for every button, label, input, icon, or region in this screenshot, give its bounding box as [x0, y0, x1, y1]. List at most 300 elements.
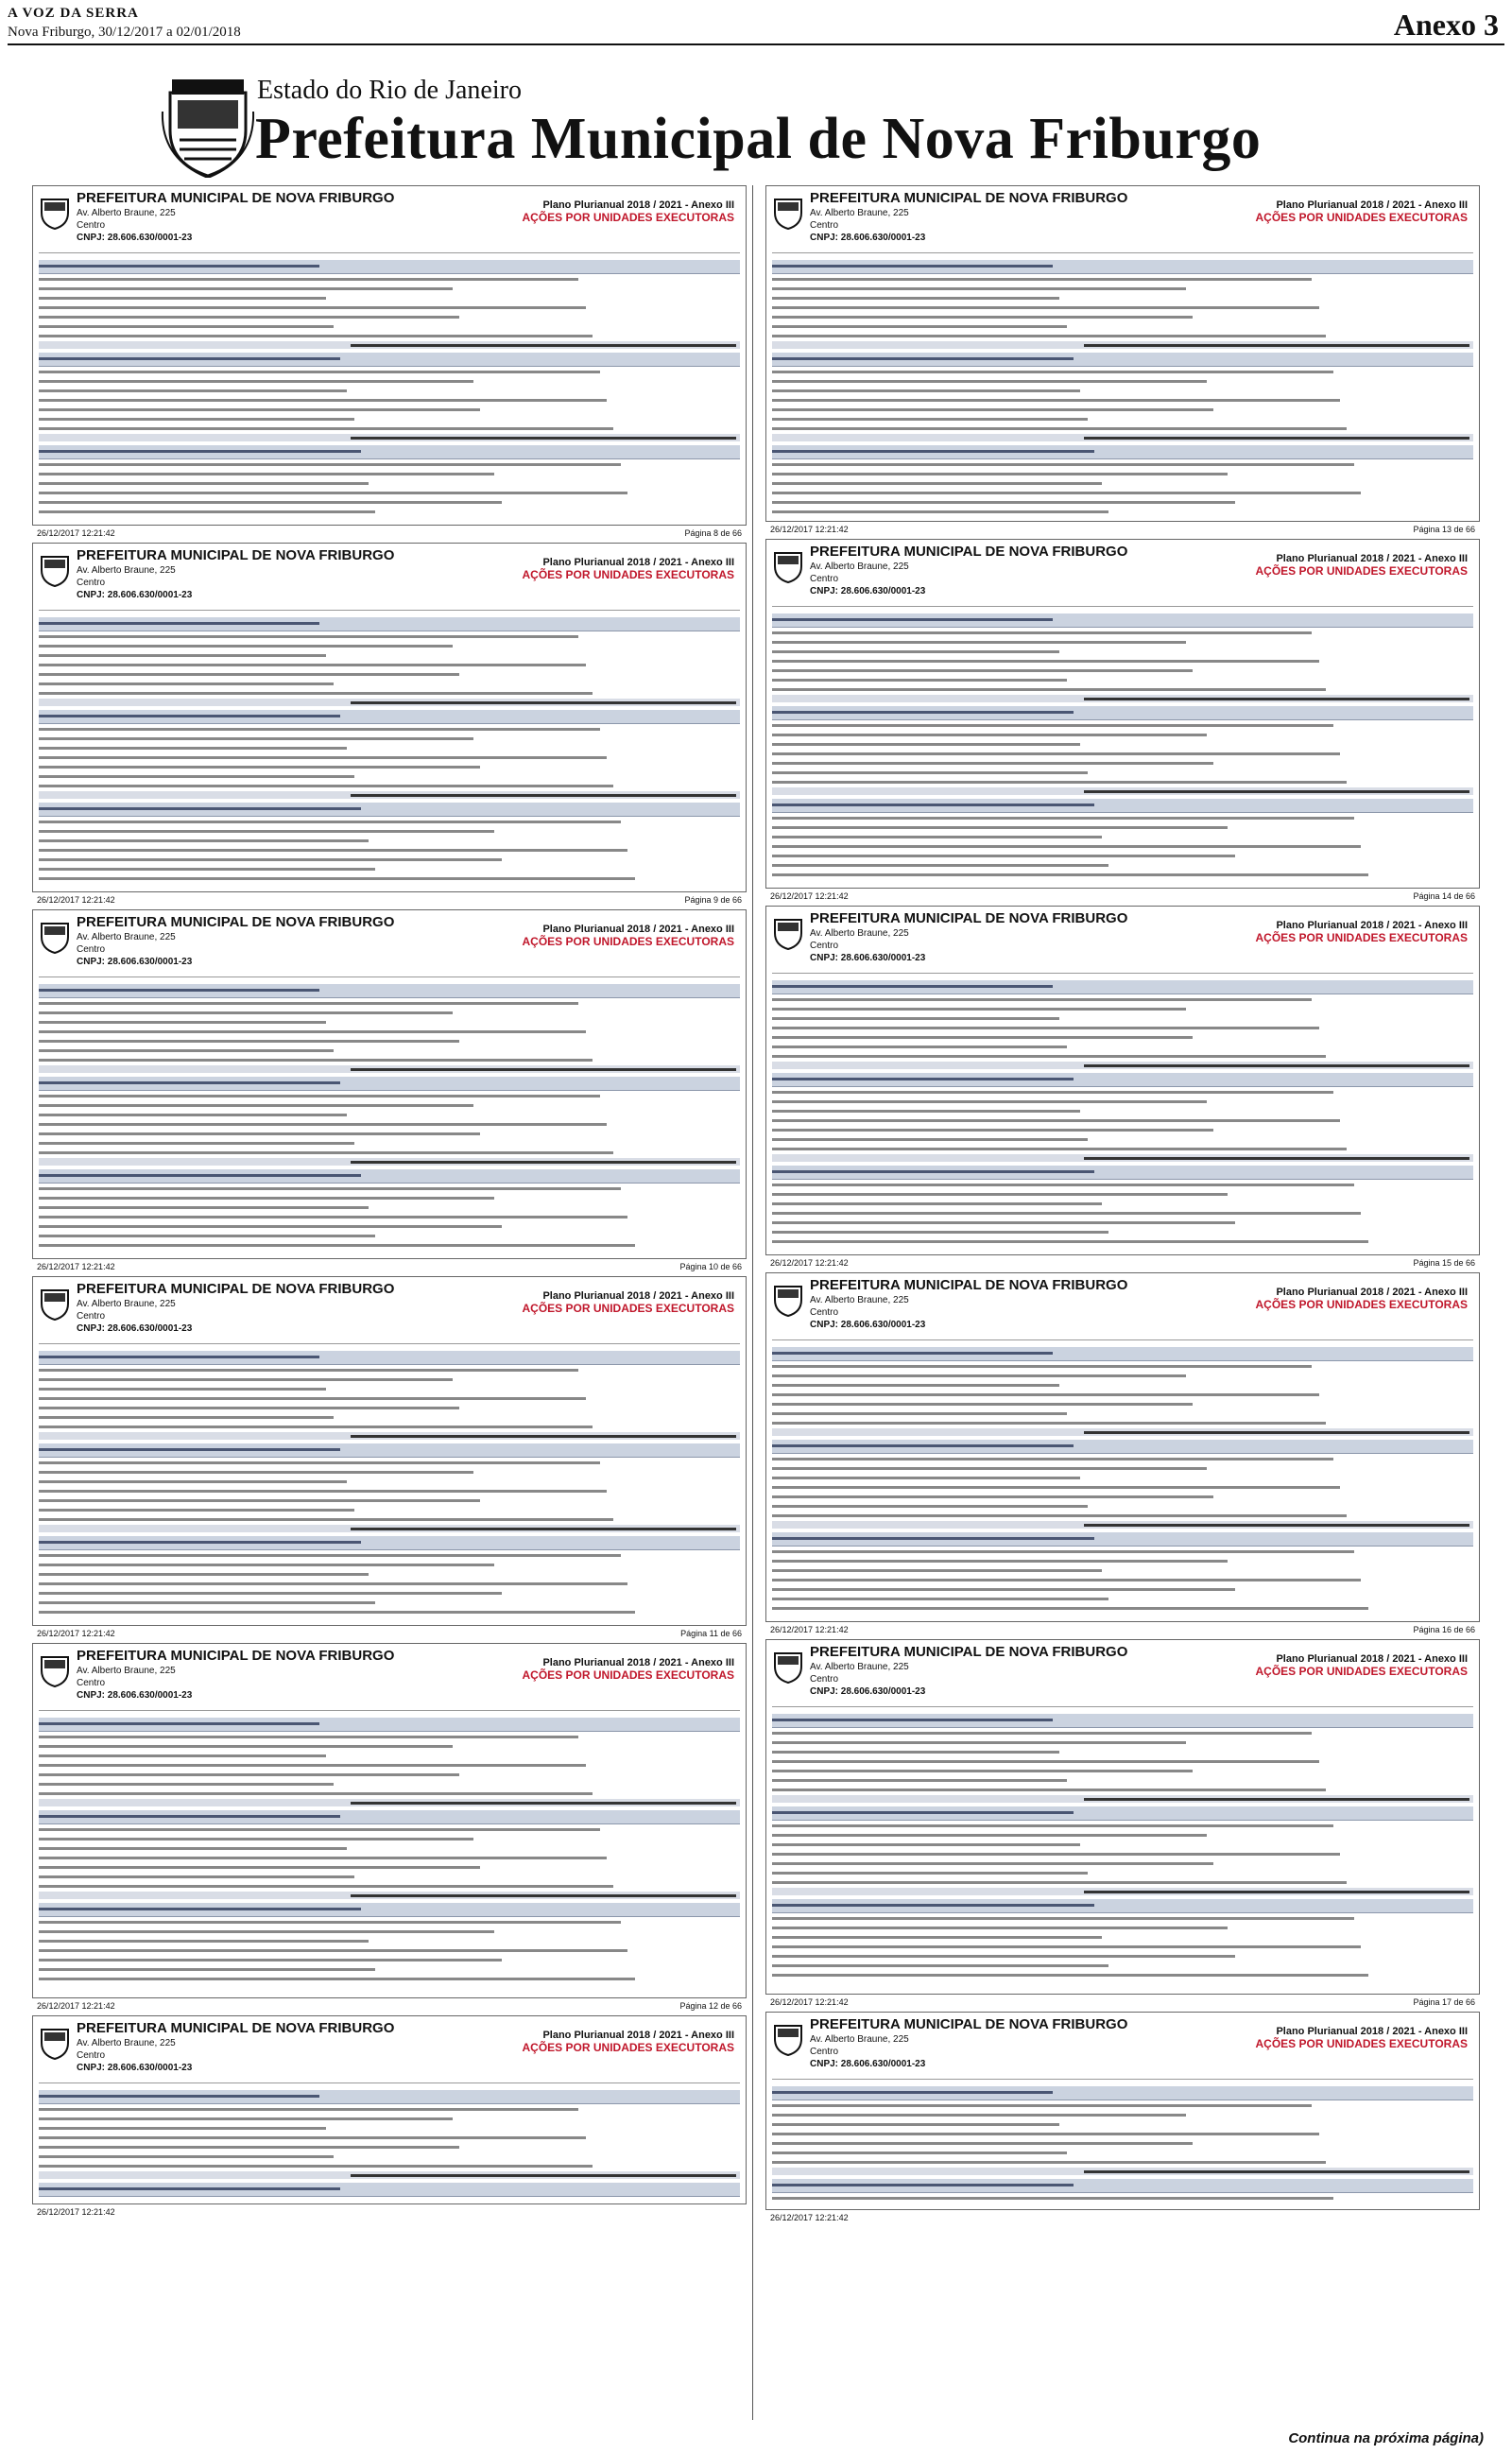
text-line [772, 1495, 1213, 1498]
table-row [772, 1748, 1473, 1756]
text-line [772, 650, 1059, 653]
report-page-number: Página 15 de 66 [1413, 1258, 1475, 1268]
table-row [39, 670, 740, 679]
total-row [772, 341, 1473, 349]
text-line [772, 804, 1094, 806]
text-line [772, 1550, 1354, 1553]
district-line: Centro [810, 941, 839, 951]
total-row [39, 1525, 740, 1532]
text-line [351, 437, 736, 440]
table-row [39, 1835, 740, 1843]
report-page-block [765, 1272, 1480, 1634]
table-row [772, 871, 1473, 879]
section-row [39, 1810, 740, 1824]
text-line [39, 1921, 621, 1924]
plan-title: Plano Plurianual 2018 / 2021 - Anexo III [542, 924, 734, 935]
report-header [772, 190, 1473, 253]
text-line [772, 1955, 1235, 1958]
report-page-block [765, 906, 1480, 1268]
cnpj-line: CNPJ: 28.606.630/0001-23 [77, 590, 193, 600]
report-page-block [32, 909, 747, 1271]
text-line [39, 1216, 627, 1218]
table-row [772, 275, 1473, 284]
report-rows [39, 2083, 740, 2197]
report-address [77, 1665, 192, 1702]
text-line [1084, 1798, 1469, 1801]
table-row [39, 1761, 740, 1770]
table-row [772, 657, 1473, 665]
report-page-block [765, 1639, 1480, 2007]
plan-title: Plano Plurianual 2018 / 2021 - Anexo III [1276, 2026, 1468, 2037]
cnpj-line: CNPJ: 28.606.630/0001-23 [810, 586, 926, 596]
plan-title: Plano Plurianual 2018 / 2021 - Anexo III [542, 199, 734, 211]
text-line [772, 631, 1312, 634]
report-page-block [765, 185, 1480, 534]
table-row [39, 1946, 740, 1955]
table-row [772, 1116, 1473, 1125]
section-row [39, 617, 740, 631]
text-line [772, 1193, 1228, 1196]
text-line [39, 389, 347, 392]
table-row [772, 1878, 1473, 1887]
text-line [39, 1197, 494, 1200]
text-line [772, 1444, 1074, 1447]
text-line [39, 1736, 578, 1738]
table-row [39, 368, 740, 376]
text-line [39, 1448, 340, 1451]
table-row [39, 1385, 740, 1393]
text-line [772, 1221, 1235, 1224]
text-line [39, 501, 502, 504]
table-row [39, 1882, 740, 1891]
table-row [39, 1918, 740, 1927]
text-line [39, 2165, 593, 2168]
report-rows [39, 253, 740, 516]
table-row [39, 1937, 740, 1945]
report-org-name: PREFEITURA MUNICIPAL DE NOVA FRIBURGO [77, 2020, 395, 2036]
report-org-name: PREFEITURA MUNICIPAL DE NOVA FRIBURGO [810, 1644, 1128, 1660]
table-row [772, 1576, 1473, 1584]
report-address [810, 2033, 925, 2070]
table-row [772, 498, 1473, 507]
text-line [39, 316, 459, 319]
text-line [39, 1601, 375, 1604]
address-line: Av. Alberto Braune, 225 [810, 208, 909, 218]
district-line: Centro [810, 2047, 839, 2057]
cnpj-line: CNPJ: 28.606.630/0001-23 [810, 233, 926, 243]
table-row [772, 1493, 1473, 1501]
table-row [772, 424, 1473, 433]
text-line [1084, 698, 1469, 700]
acoes-title: AÇÕES POR UNIDADES EXECUTORAS [1255, 931, 1468, 944]
table-row [39, 1413, 740, 1422]
report-org-name: PREFEITURA MUNICIPAL DE NOVA FRIBURGO [810, 2016, 1128, 2032]
table-row [39, 1375, 740, 1384]
report-date: 26/12/2017 12:21:42 [770, 1258, 849, 1268]
section-row [772, 1440, 1473, 1454]
table-row [772, 1943, 1473, 1951]
section-row [772, 1166, 1473, 1180]
table-row [772, 1831, 1473, 1840]
table-row [772, 676, 1473, 684]
table-row [39, 1487, 740, 1495]
table-row [772, 1924, 1473, 1932]
table-row [772, 1181, 1473, 1189]
text-line [39, 989, 319, 992]
text-line [772, 1129, 1213, 1132]
section-row [39, 1077, 740, 1091]
section-row [39, 1169, 740, 1184]
table-row [772, 638, 1473, 647]
total-row [772, 2168, 1473, 2175]
text-line [772, 1569, 1102, 1572]
text-line [39, 1509, 354, 1512]
table-row [39, 508, 740, 516]
total-row [39, 1158, 740, 1166]
text-line [39, 664, 586, 666]
address-line: Av. Alberto Braune, 225 [810, 1662, 909, 1672]
table-row [772, 1455, 1473, 1463]
text-line [39, 335, 593, 337]
page-title: Prefeitura Municipal de Nova Friburgo [255, 107, 1262, 171]
text-line [39, 766, 480, 769]
text-line [772, 1945, 1361, 1948]
acoes-title: AÇÕES POR UNIDADES EXECUTORAS [522, 935, 734, 948]
text-line [39, 1123, 607, 1126]
table-row [39, 1130, 740, 1138]
text-line [39, 1978, 635, 1980]
section-row [772, 1347, 1473, 1361]
text-line [39, 1480, 347, 1483]
text-line [772, 1008, 1186, 1011]
crest-icon [39, 918, 71, 954]
report-date: 26/12/2017 12:21:42 [770, 1625, 849, 1634]
table-row [772, 1190, 1473, 1199]
text-line [772, 371, 1333, 373]
section-row [772, 260, 1473, 274]
text-line [39, 1754, 326, 1757]
table-row [772, 1372, 1473, 1380]
text-line [772, 1770, 1193, 1772]
report-org-name: PREFEITURA MUNICIPAL DE NOVA FRIBURGO [77, 1281, 395, 1297]
report-header [39, 914, 740, 977]
table-row [772, 2120, 1473, 2129]
table-row [772, 852, 1473, 860]
text-line [39, 418, 354, 421]
table-row [772, 285, 1473, 293]
acoes-title: AÇÕES POR UNIDADES EXECUTORAS [522, 1302, 734, 1315]
text-line [772, 418, 1088, 421]
text-line [39, 2155, 334, 2158]
text-line [772, 1834, 1207, 1837]
text-line [772, 1477, 1080, 1479]
table-row [39, 1873, 740, 1881]
table-row [772, 2149, 1473, 2157]
text-line [39, 1875, 354, 1878]
text-line [1084, 2170, 1469, 2173]
text-line [772, 473, 1228, 475]
text-line [1084, 1064, 1469, 1067]
crest-icon [39, 1651, 71, 1687]
section-row [772, 1532, 1473, 1547]
report-rows [39, 1344, 740, 1616]
table-row [39, 1478, 740, 1486]
report-page-number: Página 13 de 66 [1413, 525, 1475, 534]
table-row [39, 744, 740, 752]
text-line [39, 1573, 369, 1576]
section-row [772, 1073, 1473, 1087]
column-divider [752, 185, 753, 2420]
report-address [810, 207, 925, 244]
text-line [39, 408, 480, 411]
text-line [39, 1416, 334, 1419]
text-line [39, 1857, 607, 1859]
text-line [39, 306, 586, 309]
text-line [39, 2095, 319, 2098]
report-plan [523, 199, 734, 224]
table-row [772, 1088, 1473, 1097]
text-line [772, 1486, 1340, 1489]
text-line [39, 1002, 578, 1005]
text-line [39, 747, 347, 750]
table-row [39, 1139, 740, 1148]
text-line [772, 1422, 1326, 1425]
text-line [39, 2127, 326, 2130]
total-row [772, 1795, 1473, 1803]
text-line [39, 1764, 586, 1767]
cnpj-line: CNPJ: 28.606.630/0001-23 [77, 2063, 193, 2073]
newspaper-name: A VOZ DA SERRA [8, 6, 139, 21]
report-plan [523, 2030, 734, 2054]
table-row [39, 1580, 740, 1588]
text-line [39, 1114, 347, 1116]
report-date: 26/12/2017 12:21:42 [770, 1997, 849, 2007]
table-row [772, 1126, 1473, 1134]
report-header [772, 1277, 1473, 1340]
text-line [39, 1582, 627, 1585]
table-row [39, 1956, 740, 1964]
table-row [772, 2101, 1473, 2110]
edition-date: Nova Friburgo, 30/12/2017 a 02/01/2018 [8, 25, 241, 40]
table-row [772, 387, 1473, 395]
table-row [772, 814, 1473, 822]
text-line [39, 450, 361, 453]
report-rows [772, 974, 1473, 1246]
text-line [39, 2187, 340, 2190]
text-line [39, 1095, 600, 1097]
text-line [351, 344, 736, 347]
text-line [39, 737, 473, 740]
table-row [39, 772, 740, 781]
table-row [39, 865, 740, 873]
table-row [39, 2152, 740, 2161]
text-line [772, 752, 1340, 755]
text-line [39, 1397, 586, 1400]
text-line [39, 1040, 459, 1043]
table-row [772, 833, 1473, 841]
table-row [772, 1209, 1473, 1218]
text-line [39, 463, 621, 466]
table-row [39, 782, 740, 790]
acoes-title: AÇÕES POR UNIDADES EXECUTORAS [522, 2041, 734, 2054]
table-row [772, 740, 1473, 749]
text-line [39, 1021, 326, 1024]
table-row [39, 1506, 740, 1514]
plan-title: Plano Plurianual 2018 / 2021 - Anexo III [1276, 920, 1468, 931]
table-row [39, 763, 740, 771]
text-line [772, 864, 1108, 867]
text-line [772, 1119, 1340, 1122]
report-header [39, 547, 740, 611]
section-row [39, 2183, 740, 2197]
table-row [772, 648, 1473, 656]
section-row [39, 1536, 740, 1550]
table-row [39, 1241, 740, 1250]
text-line [772, 492, 1361, 494]
text-line [772, 1598, 1108, 1600]
table-row [772, 995, 1473, 1004]
text-line [772, 734, 1207, 736]
report-date: 26/12/2017 12:21:42 [37, 1629, 115, 1638]
report-page-number: Página 16 de 66 [1413, 1625, 1475, 1634]
table-row [39, 2143, 740, 2152]
text-line [772, 1560, 1228, 1563]
text-line [39, 2136, 586, 2139]
table-row [39, 753, 740, 762]
table-row [772, 1557, 1473, 1565]
text-line [1084, 437, 1469, 440]
text-line [39, 1471, 473, 1474]
text-line [772, 389, 1080, 392]
text-line [772, 660, 1319, 663]
text-line [772, 1607, 1368, 1610]
table-row [772, 489, 1473, 497]
text-line [772, 1974, 1368, 1977]
text-line [772, 1458, 1333, 1460]
cnpj-line: CNPJ: 28.606.630/0001-23 [810, 953, 926, 963]
report-rows [39, 977, 740, 1250]
table-row [772, 1850, 1473, 1858]
table-row [39, 999, 740, 1008]
text-line [39, 1244, 635, 1247]
section-row [39, 1443, 740, 1458]
text-line [772, 836, 1102, 838]
text-line [772, 297, 1059, 300]
table-row [39, 2124, 740, 2133]
table-row [39, 837, 740, 845]
text-line [772, 743, 1080, 746]
text-line [39, 877, 635, 880]
section-row [39, 260, 740, 274]
table-row [39, 470, 740, 478]
text-line [351, 701, 736, 704]
text-line [772, 2091, 1053, 2094]
table-row [772, 1595, 1473, 1603]
text-line [39, 1541, 361, 1544]
report-rows [39, 611, 740, 883]
text-line [772, 1046, 1067, 1048]
section-row [39, 2090, 740, 2104]
text-line [39, 673, 459, 676]
text-line [772, 1365, 1312, 1368]
crest-icon [772, 547, 804, 583]
address-line: Av. Alberto Braune, 225 [810, 928, 909, 939]
section-row [39, 1903, 740, 1917]
table-row [39, 1561, 740, 1569]
text-line [351, 1894, 736, 1897]
text-line [772, 1751, 1059, 1754]
plan-title: Plano Plurianual 2018 / 2021 - Anexo III [1276, 199, 1468, 211]
text-line [772, 1505, 1088, 1508]
total-row [39, 1432, 740, 1440]
table-row [39, 1854, 740, 1862]
text-line [39, 1187, 621, 1190]
report-date: 26/12/2017 12:21:42 [37, 895, 115, 905]
text-line [39, 785, 613, 787]
text-line [772, 1811, 1074, 1814]
table-row [39, 1213, 740, 1221]
table-row [39, 661, 740, 669]
table-row [772, 1566, 1473, 1575]
total-row [772, 1428, 1473, 1436]
text-line [39, 1838, 473, 1840]
table-row [39, 1551, 740, 1560]
acoes-title: AÇÕES POR UNIDADES EXECUTORAS [522, 1668, 734, 1682]
text-line [772, 2123, 1059, 2126]
coat-of-arms-icon [161, 74, 255, 178]
report-page-block [32, 2015, 747, 2217]
text-line [39, 1499, 480, 1502]
table-row [39, 1009, 740, 1017]
table-row [772, 1474, 1473, 1482]
total-row [772, 1888, 1473, 1895]
text-line [772, 450, 1094, 453]
text-line [772, 873, 1368, 876]
table-row [772, 1107, 1473, 1115]
text-line [772, 2184, 1074, 2186]
report-rows [772, 1340, 1473, 1613]
table-row [772, 1859, 1473, 1868]
text-line [39, 1828, 600, 1831]
table-row [772, 303, 1473, 312]
report-address [77, 207, 192, 244]
report-header [772, 910, 1473, 974]
text-line [772, 510, 1108, 513]
table-row [772, 759, 1473, 768]
table-row [39, 1222, 740, 1231]
table-row [39, 1101, 740, 1110]
total-row [39, 791, 740, 799]
table-row [39, 313, 740, 321]
table-row [772, 629, 1473, 637]
text-line [39, 297, 326, 300]
text-line [39, 1773, 459, 1776]
table-row [39, 1733, 740, 1741]
report-page-number: Página 8 de 66 [684, 528, 742, 538]
acoes-title: AÇÕES POR UNIDADES EXECUTORAS [522, 211, 734, 224]
table-row [772, 1869, 1473, 1877]
text-line [39, 492, 627, 494]
report-org-name: PREFEITURA MUNICIPAL DE NOVA FRIBURGO [810, 544, 1128, 560]
table-row [39, 1046, 740, 1055]
table-row [39, 827, 740, 836]
text-line [39, 1378, 453, 1381]
table-row [772, 470, 1473, 478]
text-line [39, 1174, 361, 1177]
text-line [39, 1030, 586, 1033]
text-line [39, 1564, 494, 1566]
crest-icon [772, 194, 804, 230]
